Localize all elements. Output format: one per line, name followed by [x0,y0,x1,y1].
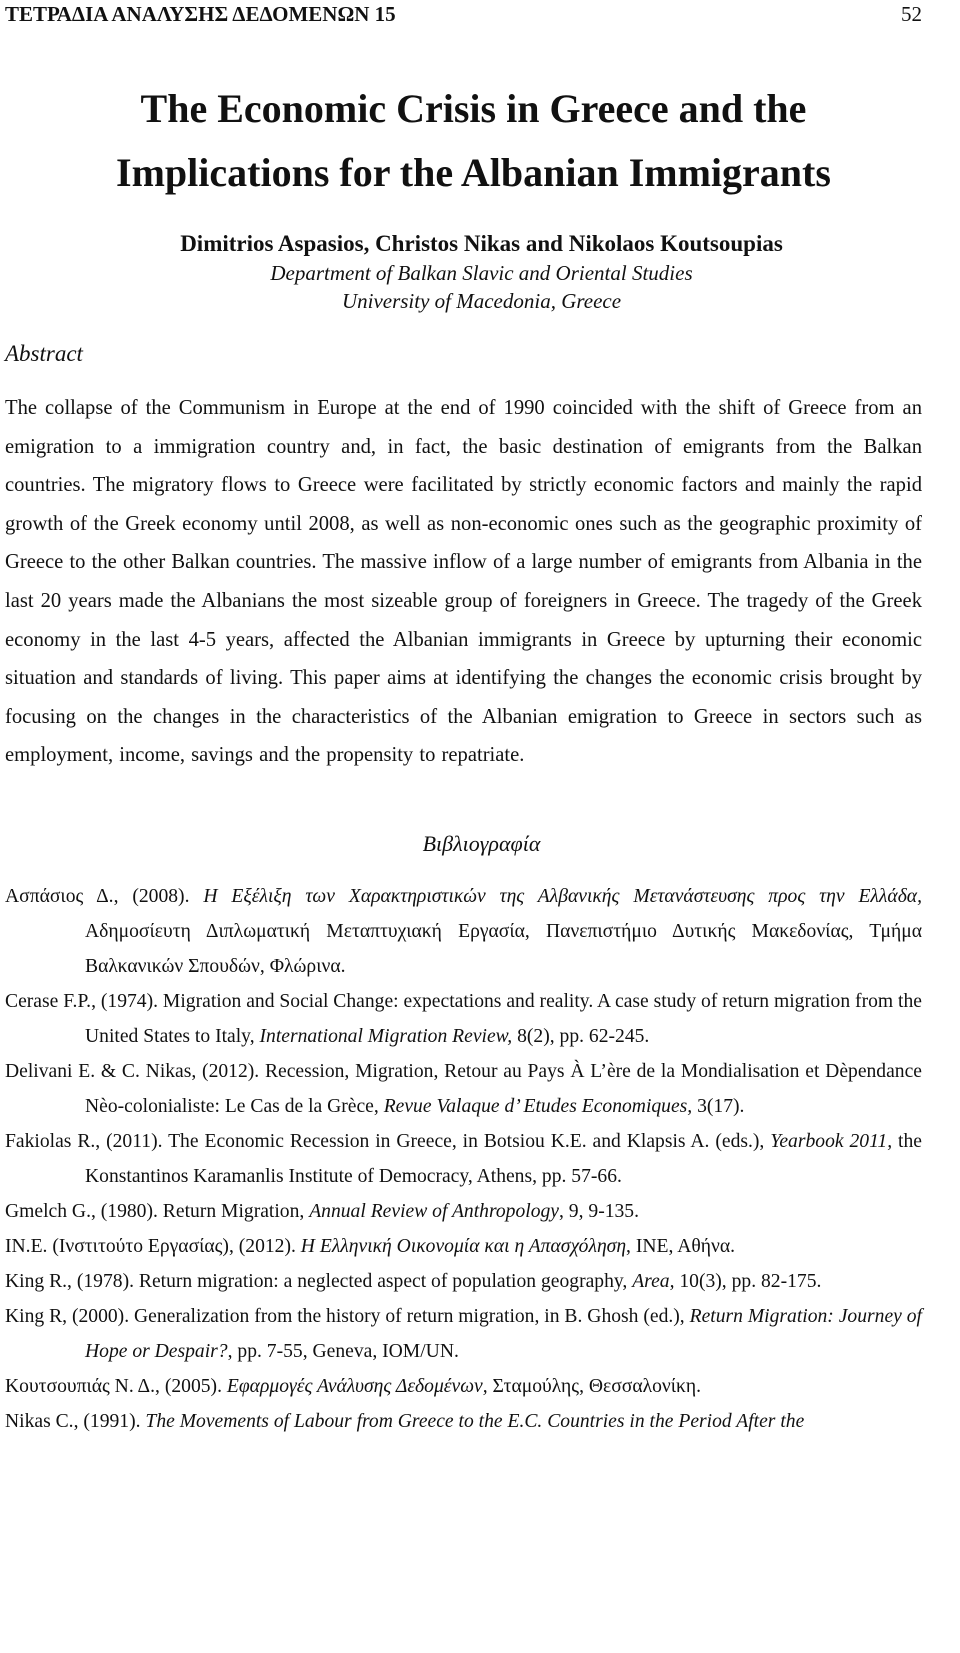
reference-text: 10(3), pp. 82-175. [674,1270,822,1292]
reference-entry [5,879,922,984]
reference-text: Κουτσουπιάς Ν. Δ., (2005). [5,1375,227,1397]
reference-list [5,879,922,1439]
affiliation-university: University of Macedonia, Greece [341,289,622,313]
running-header [5,0,922,32]
reference-text: Σταμούλης, Θεσσαλονίκη. [487,1375,702,1397]
article-title [5,77,922,205]
journal-name: ΤΕΤΡΑΔΙΑ ΑΝΑΛΥΣΗΣ ΔΕΔΟΜΕΝΩΝ 15 [5,2,396,26]
bibliography-heading: Βιβλιογραφία [422,830,541,856]
reference-text: Nikas C., (1991). [5,1410,146,1432]
reference-italic-text: Η Ελληνική Οικονομία και η Απασχόληση [300,1235,627,1257]
abstract-heading: Abstract [5,341,83,366]
reference-italic-text: Return Migration: Journey of Hope or Despair? [85,1305,922,1362]
reference-italic-text: Annual Review of Anthropology [309,1200,559,1222]
reference-italic-text: Area, [632,1270,675,1292]
reference-italic-text: Η Εξέλιξη των Χαρακτηριστικών της Αλβανικής Μετανάστευσης προς την Ελλάδα, [203,885,922,907]
reference-entry [5,1369,922,1404]
reference-text: , pp. 7-55, Geneva, IOM/UN. [227,1340,459,1362]
reference-text: , ΙΝΕ, Αθήνα. [626,1235,736,1257]
reference-italic-text: International Migration Review, [259,1025,513,1047]
reference-text: Αδημοσίευτη Διπλωματική Μεταπτυχιακή Εργασία, Πανεπιστήμιο Δυτικής Μακεδονίας, Τμήμα Βαλκανικών Σπουδών, Φλώρινα. [85,920,922,977]
reference-text: , 9, 9-135. [559,1200,640,1222]
abstract-text: The collapse of the Communism in Europe at the end of 1990 coincided with the shift of Greece from an emigration to a immigration country and, in fact, the basic destination of emigrants from the Balkan countries. The migratory flows to Greece were facilitated by strictly economic factors and mainly the rapid growth of the Greek economy until 2008, as well as non-economic ones such as the geographic proximity of Greece to the other Balkan countries. The massive inflow of a large number of emigrants from Albania in the last 20 years made the Albanians the most sizeable group of foreigners in Greece. The tragedy of the Greek economy in the last 4-5 years, affected the Albanian immigrants in Greece by upturning their economic situation and standards of living. This paper aims at identifying the changes the economic crisis brought by focusing on the changes in the characteristics of the Albanian emigration to Greece in sectors such as employment, income, savings and the propensity to repatriate. [5,397,922,767]
reference-entry [5,1194,922,1229]
reference-text: Cerase F.P., (1974). Migration and Social Change: expectations and reality. A case study of return migration from the United States to Italy, [5,990,922,1047]
reference-entry [5,1124,922,1194]
reference-text: Delivani E. & C. Nikas, (2012). Recession, Migration, Retour au Pays À L’ère de la Mondialisation et Dèpendance Nèo-colonialiste: Le Cas de la Grèce, [5,1060,922,1117]
reference-entry [5,984,922,1054]
reference-entry [5,1054,922,1124]
title-line-2: Implications for the Albanian Immigrants [116,150,831,195]
reference-text: 8(2), pp. 62-245. [512,1025,650,1047]
reference-text: 3(17). [692,1095,745,1117]
affiliation-department: Department of Balkan Slavic and Oriental Studies [270,261,693,285]
reference-text: Ασπάσιος Δ., (2008). [5,885,204,907]
reference-text: IN.E. (Ινστιτούτο Εργασίας), (2012). [5,1235,301,1257]
reference-italic-text: Revue Valaque d’ Etudes Economiques, [383,1095,693,1117]
page-number: 52 [901,2,922,26]
reference-text: Gmelch G., (1980). Return Migration, [5,1200,310,1222]
reference-text: Fakiolas R., (2011). The Economic Recession in Greece, in Botsiou K.E. and Klapsis A. (eds.), [5,1130,771,1152]
reference-text: the Konstantinos Karamanlis Institute of Democracy, Athens, pp. 57-66. [85,1130,922,1187]
reference-entry [5,1229,922,1264]
reference-italic-text: Εφαρμογές Ανάλυσης Δεδομένων, [226,1375,488,1397]
author-list: Dimitrios Aspasios, Christos Nikas and Nikolaos Koutsoupias [180,231,783,256]
reference-italic-text: The Movements of Labour from Greece to the E.C. Countries in the Period After the [145,1410,805,1432]
reference-entry [5,1299,922,1369]
reference-entry [5,1404,922,1439]
reference-entry [5,1264,922,1299]
reference-italic-text: Yearbook 2011, [770,1130,893,1152]
reference-text: King R, (2000). Generalization from the history of return migration, in B. Ghosh (ed.), [5,1305,690,1327]
title-line-1: The Economic Crisis in Greece and the [140,86,807,131]
reference-text: King R., (1978). Return migration: a neglected aspect of population geography, [5,1270,633,1292]
